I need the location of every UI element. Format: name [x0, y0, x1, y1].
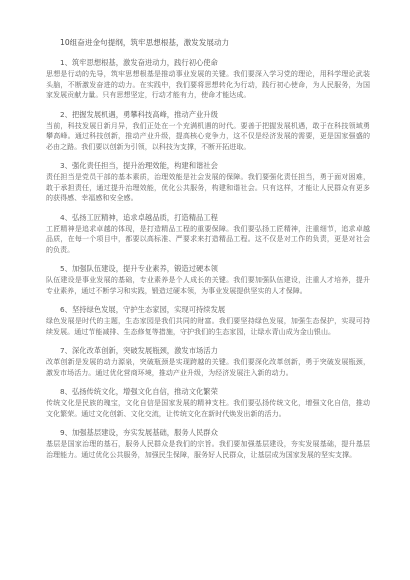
- section-1: [46, 58, 370, 101]
- section-body: 思想是行动的先导，筑牢思想根基是推动事业发展的关键。我们要深入学习党的理论，用科学理论武装头脑，不断激发奋进的动力。在实践中，我们要将思想转化为行动，践行初心使命，为人民服务，为国家发展贡献力量。只有思想坚定，行动才能有力，使命才能达成。: [46, 70, 370, 99]
- section-heading: 8、弘扬传统文化，增强文化自信，推动文化繁荣: [60, 387, 218, 396]
- section-body: 传统文化是民族的瑰宝，文化自信是国家发展的精神支柱。我们要弘扬传统文化，增强文化自信，推动文化繁荣。通过文化创新、文化交流，让传统文化在新时代焕发出新的活力。: [46, 399, 370, 418]
- section-3: [46, 161, 370, 204]
- section-body: 基层是国家治理的基石，服务人民群众是我们的宗旨。我们要加强基层建设，夯实发展基础，提升基层治理能力。通过优化公共服务，加强民生保障，服务好人民群众，让基层成为国家发展的坚实支撑。: [46, 440, 370, 459]
- section-heading: 9、加强基层建设，夯实发展基础，服务人民群众: [60, 428, 218, 437]
- section-heading: 6、坚持绿色发展，守护生态家园，实现可持续发展: [60, 305, 226, 314]
- section-heading: 4、弘扬工匠精神，追求卓越品质，打造精品工程: [60, 212, 218, 222]
- section-heading: 2、把握发展机遇，勇攀科技高峰，推动产业升级: [60, 109, 218, 119]
- section-heading: 3、强化责任担当，提升治理效能，构建和谐社会: [60, 161, 218, 170]
- section-9: [46, 428, 370, 460]
- section-body: 工匠精神是追求卓越的体现，是打造精品工程的重要保障。我们要弘扬工匠精神，注重细节，追求卓越品质，在每一个项目中，都要以高标准、严要求来打造精品工程。这不仅是对工作的负责，更是对社会的负责。: [46, 224, 370, 254]
- section-2: [46, 110, 370, 153]
- section-5: [46, 264, 370, 296]
- section-heading: 7、深化改革创新，突破发展瓶颈，激发市场活力: [60, 346, 218, 355]
- section-body: 责任担当是党员干部的基本素质，治理效能是社会发展的保障。我们要强化责任担当，勇于面对困难，敢于承担责任，通过提升治理效能，优化公共服务，构建和谐社会。只有这样，才能让人民群众有更多的获得感、幸福感和安全感。: [46, 173, 370, 202]
- section-6: [46, 305, 370, 337]
- section-7: [46, 346, 370, 378]
- document-title: 10组奋进金句提纲，筑牢思想根基，激发发展动力: [60, 38, 230, 47]
- section-body: 改革创新是发展的动力源泉，突破瓶颈是实现跨越的关键。我们要深化改革创新，勇于突破发展瓶颈，激发市场活力。通过优化营商环境，推动产业升级，为经济发展注入新的动力。: [46, 358, 370, 377]
- section-heading: 5、加强队伍建设，提升专业素养，锻造过硬本领: [60, 264, 218, 273]
- section-body: 绿色发展是时代的主题，生态家园是我们共同的财富。我们要坚持绿色发展，加强生态保护，实现可持续发展。通过节能减排、生态修复等措施，守护我们的生态家园，让绿水青山成为金山银山。: [46, 317, 370, 336]
- section-4: [46, 213, 370, 256]
- section-body: 队伍建设是事业发展的基础，专业素养是个人成长的关键。我们要加强队伍建设，注重人才培养，提升专业素养，通过不断学习和实践，锻造过硬本领，为事业发展提供坚实的人才保障。: [46, 276, 370, 295]
- section-8: [46, 387, 370, 419]
- section-heading: 1、筑牢思想根基，激发奋进动力，践行初心使命: [60, 58, 218, 67]
- section-body: 当前，科技发展日新月异，我们正处在一个充满机遇的时代。要善于把握发展机遇，敢于在科技领域勇攀高峰。通过科技创新，推动产业升级，提高核心竞争力，这不仅是经济发展的需要，更是国家强盛的必由之路。我们要以创新为引领，以科技为支撑，不断开拓进取。: [46, 121, 370, 151]
